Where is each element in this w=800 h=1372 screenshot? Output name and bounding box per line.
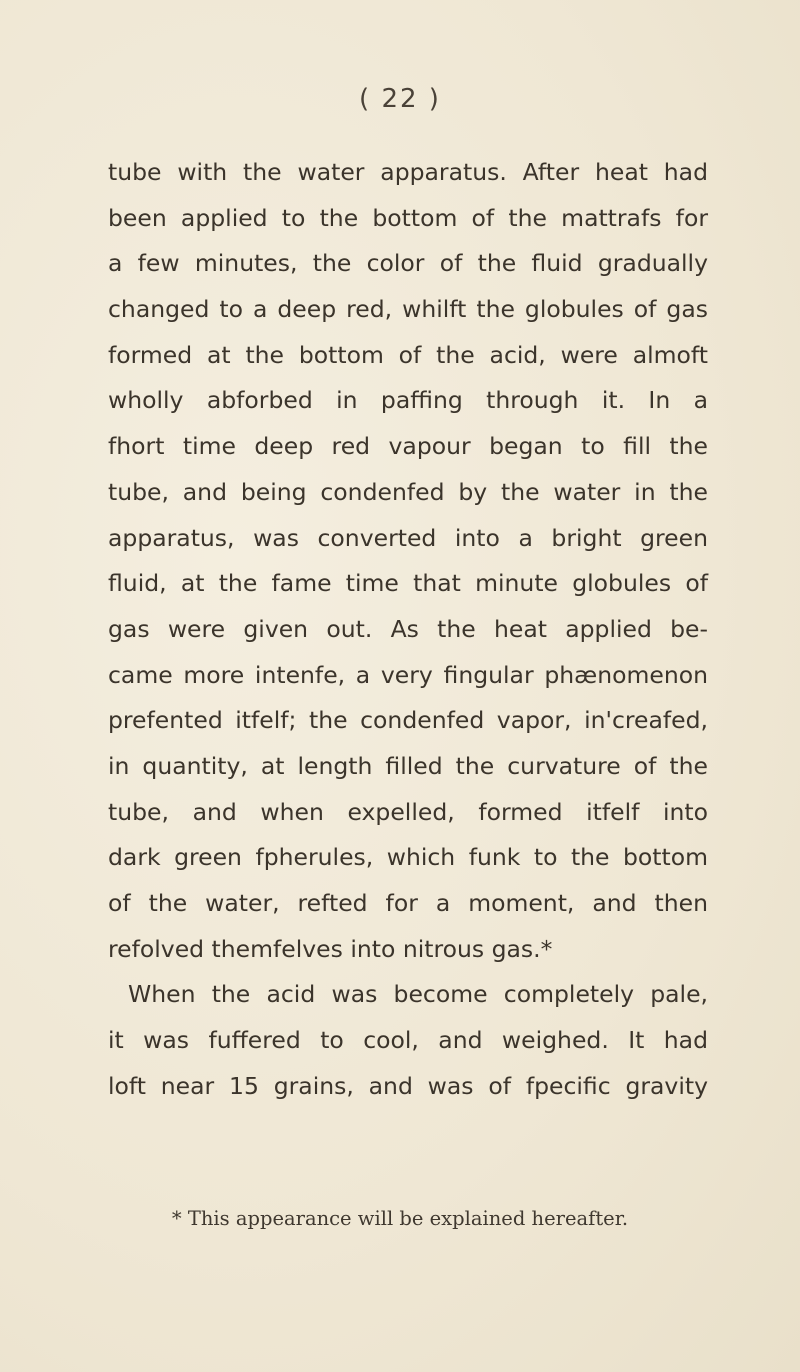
text-line: changed to a deep red, whilft the globules of gas (108, 295, 708, 324)
text-line: tube with the water apparatus. After heat had (108, 158, 708, 186)
text-line: loft near 15 grains, and was of fpecific gravity (108, 1071, 708, 1100)
text-line: been applied to the bottom of the mattrafs for (108, 203, 708, 232)
text-line: formed at the bottom of the acid, were almoft (108, 340, 708, 369)
text-line: refolved themfelves into nitrous gas.* (108, 934, 553, 963)
text-line: tube, and when expelled, formed itfelf into (108, 797, 708, 826)
footnote: * This appearance will be explained hereafter. (171, 1207, 629, 1230)
text-line: When the acid was become completely pale, (128, 980, 708, 1009)
text-line: came more intenfe, a very fingular phænomenon (108, 660, 708, 689)
text-line: gas were given out. As the heat applied be- (108, 614, 708, 643)
page-number: ( 22 ) (359, 84, 441, 114)
text-line: prefented itfelf; the condenfed vapor, in'creafed, (108, 706, 708, 735)
text-line: wholly abforbed in paffing through it. In a (108, 386, 708, 415)
text-line: fhort time deep red vapour began to fill the (108, 432, 708, 461)
text-line: apparatus, was converted into a bright green (108, 523, 708, 552)
text-line: of the water, refted for a moment, and then (108, 889, 708, 917)
text-line: in quantity, at length filled the curvature of the (108, 751, 708, 780)
text-line: tube, and being condenfed by the water in the (108, 477, 708, 506)
text-line: a few minutes, the color of the fluid gradually (108, 249, 708, 278)
text-line: dark green fpherules, which funk to the bottom (108, 843, 708, 872)
text-line: fluid, at the fame time that minute globules of (108, 569, 708, 598)
body-text (108, 156, 708, 1115)
text-line: it was fuffered to cool, and weighed. It had (108, 1026, 708, 1055)
